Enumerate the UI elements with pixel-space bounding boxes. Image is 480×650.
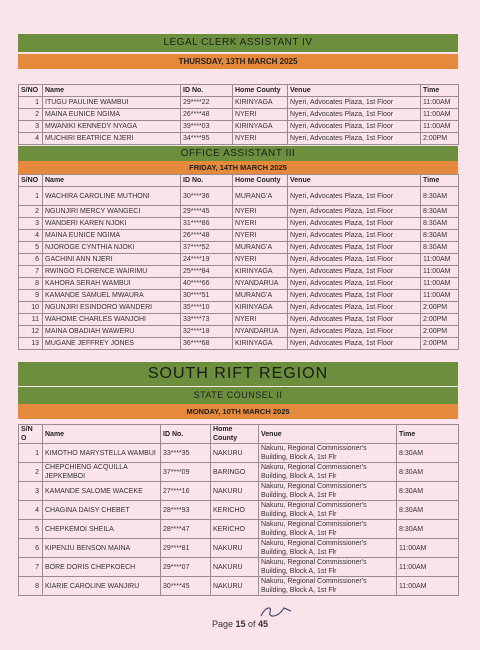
table-cell: 4 [19,230,43,242]
table-cell: 13 [19,338,43,350]
column-header: Venue [288,175,421,187]
column-header: Home County [233,85,288,97]
table-row [19,121,459,133]
column-header: S/N O [19,425,43,444]
table-cell: 39****03 [181,121,233,133]
table-cell: 26****48 [181,109,233,121]
table-cell: Nakuru, Regional Commissioner's Building, Block A, 1st Flr [259,539,397,558]
table-cell: 2 [19,206,43,218]
table-cell: 2 [19,109,43,121]
table-cell: NYERI [233,230,288,242]
table-cell: 2:00PM [421,338,459,350]
table-cell: Nyeri, Advocates Plaza, 1st Floor [288,97,421,109]
table-row [19,242,459,254]
table-cell: Nyeri, Advocates Plaza, 1st Floor [288,206,421,218]
table-row [19,463,459,482]
table-cell: 33****35 [161,444,211,463]
table-cell: 3 [19,482,43,501]
column-header: Home County [233,175,288,187]
table-cell: MURANG'A [233,187,288,206]
table-cell: NAKURU [211,558,259,577]
office-assistant-table [18,174,459,350]
table-row [19,314,459,326]
table-cell: 11 [19,314,43,326]
table-cell: Nyeri, Advocates Plaza, 1st Floor [288,326,421,338]
table-row [19,254,459,266]
column-header: Time [421,85,459,97]
column-header: Name [43,85,181,97]
table-cell: MWANIKI KENNEDY NYAGA [43,121,181,133]
table-cell: Nakuru, Regional Commissioner's Building, Block A, 1st Flr [259,463,397,482]
table-row [19,97,459,109]
table-row [19,187,459,206]
table-cell: NYANDARUA [233,326,288,338]
table-row [19,266,459,278]
table-row [19,482,459,501]
table-cell: Nyeri, Advocates Plaza, 1st Floor [288,218,421,230]
table-cell: Nyeri, Advocates Plaza, 1st Floor [288,133,421,145]
column-header: S/NO [19,85,43,97]
table-cell: Nakuru, Regional Commissioner's Building, Block A, 1st Flr [259,501,397,520]
table-row [19,577,459,596]
table-cell: Nyeri, Advocates Plaza, 1st Floor [288,230,421,242]
table-cell: 26****48 [181,230,233,242]
table-cell: 11:00AM [421,121,459,133]
table-cell: 32****18 [181,326,233,338]
table-cell: 11:00AM [421,97,459,109]
table-cell: WAHOME CHARLES WANJOHI [43,314,181,326]
section-title-state-counsel: STATE COUNSEL II [18,387,458,404]
table-cell: Nakuru, Regional Commissioner's Building, Block A, 1st Flr [259,482,397,501]
table-row [19,558,459,577]
table-cell: CHEPCHIENG ACQUILLA JEPKEMBOI [43,463,161,482]
table-cell: Nakuru, Regional Commissioner's Building, Block A, 1st Flr [259,577,397,596]
table-cell: NGUNJIRI MERCY WANGECI [43,206,181,218]
column-header: Venue [288,85,421,97]
column-header: Home County [211,425,259,444]
table-cell: 37****52 [181,242,233,254]
table-cell: 30****36 [181,187,233,206]
table-cell: 1 [19,97,43,109]
table-cell: 28****93 [161,501,211,520]
table-cell: 29****22 [181,97,233,109]
table-row [19,206,459,218]
table-cell: 36****68 [181,338,233,350]
table-cell: Nyeri, Advocates Plaza, 1st Floor [288,302,421,314]
table-cell: GACHINI ANN NJERI [43,254,181,266]
table-cell: MURANG'A [233,242,288,254]
table-cell: MUGANE JEFFREY JONES [43,338,181,350]
table-cell: 11:00AM [397,577,459,596]
table-cell: NJOROGE CYNTHIA NJOKI [43,242,181,254]
table-row [19,539,459,558]
table-cell: 4 [19,133,43,145]
table-cell: ITUGU PAULINE WAMBUI [43,97,181,109]
table-cell: 5 [19,242,43,254]
table-cell: KIRINYAGA [233,338,288,350]
table-cell: 2 [19,463,43,482]
table-cell: NYERI [233,218,288,230]
table-cell: 24****19 [181,254,233,266]
table-cell: 9 [19,290,43,302]
table-cell: Nyeri, Advocates Plaza, 1st Floor [288,109,421,121]
table-cell: 8:30AM [397,520,459,539]
table-cell: NGUNJIRI ESINDORO WANDERI [43,302,181,314]
table-cell: 8:30AM [397,463,459,482]
table-cell: 2:00PM [421,326,459,338]
table-cell: KIRINYAGA [233,121,288,133]
table-row [19,290,459,302]
table-cell: KAHORA SERAH WAMBUI [43,278,181,290]
table-cell: 27****16 [161,482,211,501]
table-cell: 2:00PM [421,314,459,326]
legal-clerk-table [18,84,459,145]
table-cell: Nyeri, Advocates Plaza, 1st Floor [288,278,421,290]
table-row [19,520,459,539]
table-cell: NAKURU [211,444,259,463]
table-cell: 11:00AM [421,254,459,266]
table-cell: 8:30AM [421,230,459,242]
signature-mark [258,602,294,620]
table-cell: 25****84 [181,266,233,278]
table-cell: Nakuru, Regional Commissioner's Building, Block A, 1st Flr [259,444,397,463]
table-cell: CHAGINA DAISY CHEBET [43,501,161,520]
section-date-monday: MONDAY, 10TH MARCH 2025 [18,404,458,419]
table-cell: 35****10 [181,302,233,314]
table-cell: BARINGO [211,463,259,482]
section-date-friday: FRIDAY, 14TH MARCH 2025 [18,161,458,174]
table-row [19,218,459,230]
table-row [19,338,459,350]
table-cell: 33****73 [181,314,233,326]
table-cell: Nyeri, Advocates Plaza, 1st Floor [288,121,421,133]
table-row [19,302,459,314]
table-cell: 12 [19,326,43,338]
table-cell: 11:00AM [397,539,459,558]
table-cell: 29****81 [161,539,211,558]
state-counsel-table [18,424,459,596]
table-cell: 8:30AM [397,501,459,520]
table-cell: 8:30AM [421,242,459,254]
table-cell: KAMANDE SALOME WACEKE [43,482,161,501]
table-cell: NAKURU [211,539,259,558]
table-cell: 6 [19,539,43,558]
table-row [19,326,459,338]
table-cell: MAINA OBADIAH WAWERU [43,326,181,338]
table-row [19,501,459,520]
table-cell: 4 [19,501,43,520]
table-cell: 8:30AM [397,482,459,501]
table-cell: 29****45 [181,206,233,218]
column-header: Time [397,425,459,444]
table-cell: 11:00AM [421,109,459,121]
table-cell: 28****47 [161,520,211,539]
table-cell: 8:30AM [421,187,459,206]
column-header: S/NO [19,175,43,187]
column-header: Name [43,425,161,444]
table-header-row [19,425,459,444]
table-row [19,278,459,290]
table-cell: NYERI [233,254,288,266]
table-cell: Nyeri, Advocates Plaza, 1st Floor [288,314,421,326]
table-cell: 11:00AM [397,558,459,577]
table-cell: KERICHO [211,501,259,520]
table-header-row [19,175,459,187]
table-cell: KIRINYAGA [233,97,288,109]
section-title-office-assistant: OFFICE ASSISTANT III [18,146,458,161]
table-row [19,230,459,242]
table-cell: 2:00PM [421,133,459,145]
table-cell: NYERI [233,314,288,326]
table-cell: WACHIRA CAROLINE MUTHONI [43,187,181,206]
table-cell: KERICHO [211,520,259,539]
table-cell: 31****86 [181,218,233,230]
table-cell: 3 [19,121,43,133]
table-cell: 3 [19,218,43,230]
table-cell: KIRINYAGA [233,302,288,314]
table-cell: 8 [19,278,43,290]
page-number: Page 15 of 45 [211,619,269,629]
table-cell: Nyeri, Advocates Plaza, 1st Floor [288,254,421,266]
table-cell: 40****66 [181,278,233,290]
table-cell: BORE DORIS CHEPKOECH [43,558,161,577]
column-header: ID No. [181,175,233,187]
column-header: ID No. [181,85,233,97]
table-cell: RWINGO FLORENCE WAIRIMU [43,266,181,278]
column-header: ID No. [161,425,211,444]
table-cell: 30****51 [181,290,233,302]
table-cell: NYERI [233,133,288,145]
table-cell: 30****45 [161,577,211,596]
table-cell: MAINA EUNICE NGIMA [43,109,181,121]
table-cell: 8:30AM [397,444,459,463]
table-cell: KAMANDE SAMUEL MWAURA [43,290,181,302]
table-cell: MUCHIRI BEATRICE NJERI [43,133,181,145]
table-cell: MURANG'A [233,290,288,302]
table-cell: Nyeri, Advocates Plaza, 1st Floor [288,242,421,254]
table-cell: KIMOTHO MARYSTELLA WAMBUI [43,444,161,463]
table-row [19,109,459,121]
table-cell: NAKURU [211,482,259,501]
table-cell: 1 [19,444,43,463]
column-header: Name [43,175,181,187]
table-cell: 5 [19,520,43,539]
section-date-thursday: THURSDAY, 13TH MARCH 2025 [18,54,458,69]
table-cell: 34****95 [181,133,233,145]
table-cell: 1 [19,187,43,206]
table-cell: 2:00PM [421,302,459,314]
table-cell: 6 [19,254,43,266]
table-cell: 7 [19,266,43,278]
table-cell: KIPENJU BENSON MAINA [43,539,161,558]
section-title-legal-clerk: LEGAL CLERK ASSISTANT IV [18,34,458,52]
table-header-row [19,85,459,97]
table-row [19,444,459,463]
table-cell: KIARIE CAROLINE WANJIRU [43,577,161,596]
table-cell: MAINA EUNICE NGIMA [43,230,181,242]
table-cell: 7 [19,558,43,577]
table-cell: KIRINYAGA [233,266,288,278]
table-cell: Nakuru, Regional Commissioner's Building, Block A, 1st Flr [259,558,397,577]
table-cell: 11:00AM [421,266,459,278]
table-cell: NYERI [233,206,288,218]
table-cell: Nyeri, Advocates Plaza, 1st Floor [288,266,421,278]
table-cell: NAKURU [211,577,259,596]
table-cell: 8 [19,577,43,596]
table-cell: WANDERI KAREN NJOKI [43,218,181,230]
table-cell: Nyeri, Advocates Plaza, 1st Floor [288,338,421,350]
table-cell: NYANDARUA [233,278,288,290]
table-cell: 8:30AM [421,206,459,218]
table-cell: CHEPKEMOI SHEILA [43,520,161,539]
table-cell: NYERI [233,109,288,121]
table-cell: Nyeri, Advocates Plaza, 1st Floor [288,290,421,302]
table-cell: 10 [19,302,43,314]
table-cell: 29****07 [161,558,211,577]
table-cell: Nakuru, Regional Commissioner's Building, Block A, 1st Flr [259,520,397,539]
table-cell: 11:00AM [421,290,459,302]
region-title: SOUTH RIFT REGION [18,362,458,386]
table-cell: 8:30AM [421,218,459,230]
table-row [19,133,459,145]
table-cell: Nyeri, Advocates Plaza, 1st Floor [288,187,421,206]
table-cell: 11:00AM [421,278,459,290]
table-cell: 37****09 [161,463,211,482]
column-header: Time [421,175,459,187]
column-header: Venue [259,425,397,444]
